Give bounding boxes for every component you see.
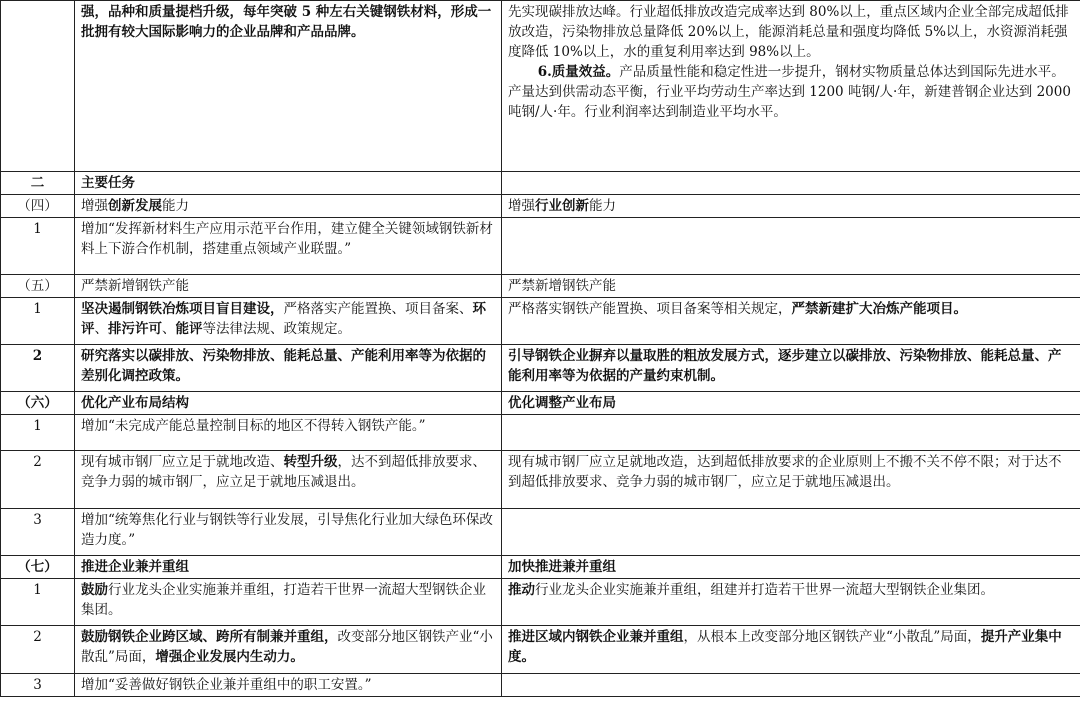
bold-text-run: 引导钢铁企业摒弃以量取胜的粗放发展方式，逐步建立以碳排放、污染物排放、能耗总量、产能利用率等为依据的产量约束机制。 (508, 348, 1062, 384)
row-number: （七） (1, 556, 75, 579)
right-paragraph-quality (508, 62, 1074, 122)
left-cell (75, 275, 502, 298)
left-cell (75, 451, 502, 509)
right-cell (502, 674, 1080, 697)
text-run: 现有城市钢厂应立足于就地改造、 (81, 454, 284, 470)
table-row (1, 509, 1080, 556)
table-row (1, 626, 1080, 674)
bold-text-run: 加快推进兼并重组 (508, 559, 616, 575)
text-run: 严禁新增钢铁产能 (81, 278, 189, 294)
text-run: 产品质量性能和稳定性进一步提升，钢材实物质量总体达到国际先进水平。产量达到供需动态平衡，行业平均劳动生产率达到 1200 吨钢/人·年，新建普钢企业达到 2000 吨钢/人·年。行业利润率达到制造业平均水平。 (508, 64, 1071, 120)
left-cell (75, 392, 502, 415)
table-row (1, 298, 1080, 345)
right-cell (502, 195, 1080, 218)
bold-text-run: 提升产业集中度。 (508, 629, 1062, 665)
table-row (1, 1, 1080, 172)
table-row (1, 275, 1080, 298)
bold-text-run: 环评 (81, 301, 486, 337)
row-number: 二 (1, 172, 75, 195)
text-run: ，从根本上改变部分地区钢铁产业“小散乱”局面， (683, 629, 981, 645)
table-row (1, 172, 1080, 195)
bold-text-run: 强，品种和质量提档升级，每年突破 5 种左右关键钢铁材料，形成一批拥有较大国际影响力的企业品牌和产品品牌。 (81, 4, 492, 40)
bold-text-run: 推进企业兼并重组 (81, 559, 189, 575)
text-run: 能力 (589, 198, 616, 214)
row-number: 2 (1, 451, 75, 509)
table-row (1, 556, 1080, 579)
right-cell (502, 1, 1080, 172)
bold-text-run: 坚决遏制钢铁冶炼项目盲目建设， (81, 301, 284, 317)
text-run: 能力 (162, 198, 189, 214)
left-cell (75, 674, 502, 697)
bold-text-run: 严禁新建扩大冶炼产能项目。 (791, 301, 967, 317)
row-number: 1 (1, 298, 75, 345)
bold-text-run: 增强企业发展内生动力。 (155, 649, 304, 665)
table-row (1, 218, 1080, 275)
left-cell (75, 509, 502, 556)
text-run: 增加“统筹焦化行业与钢铁等行业发展，引导焦化行业加大绿色环保改造力度。” (81, 512, 493, 548)
row-number: 3 (1, 674, 75, 697)
bold-text-run: 6.质量效益。 (537, 64, 620, 80)
table-row (1, 415, 1080, 451)
row-number (1, 1, 75, 172)
right-cell (502, 579, 1080, 626)
row-number: （四） (1, 195, 75, 218)
table-row (1, 674, 1080, 697)
text-run: 等法律法规、政策规定。 (202, 321, 351, 337)
text-run: 增强 (508, 198, 535, 214)
row-number: 3 (1, 509, 75, 556)
right-paragraph (508, 2, 1074, 62)
text-run: 严格落实产能置换、项目备案、 (283, 301, 473, 317)
row-number: 2 (1, 626, 75, 674)
left-cell (75, 345, 502, 392)
row-number: 1 (1, 415, 75, 451)
text-run: 增加“未完成产能总量控制目标的地区不得转入钢铁产能。” (81, 418, 426, 434)
text-run: 增加“发挥新材料生产应用示范平台作用，建立健全关键领域钢铁新材料上下游合作机制，搭建重点领域产业联盟。” (81, 221, 493, 257)
row-number: 1 (1, 579, 75, 626)
text-run: 改变部分地区钢铁产业“小散乱”局面， (81, 629, 493, 665)
right-cell (502, 275, 1080, 298)
bold-text-run: 研究落实以碳排放、污染物排放、能耗总量、产能利用率等为依据的差别化调控政策。 (81, 348, 486, 384)
left-cell (75, 556, 502, 579)
bold-text-run: 推动 (508, 582, 535, 598)
text-run: 增加“妥善做好钢铁企业兼并重组中的职工安置。” (81, 677, 372, 693)
left-cell (75, 172, 502, 195)
left-cell (75, 195, 502, 218)
bold-text-run: 创新发展 (108, 198, 162, 214)
text-run: 行业龙头企业实施兼并重组，打造若干世界一流超大型钢铁企业集团。 (81, 582, 486, 618)
left-cell (75, 218, 502, 275)
table-row (1, 345, 1080, 392)
table-body (1, 1, 1080, 697)
right-cell (502, 509, 1080, 556)
right-cell (502, 345, 1080, 392)
row-number: （五） (1, 275, 75, 298)
text-run: 增强 (81, 198, 108, 214)
bold-text-run: 推进区域内钢铁企业兼并重组 (508, 629, 684, 645)
bold-text-run: 鼓励钢铁企业跨区域、跨所有制兼并重组， (81, 629, 338, 645)
left-cell (75, 1, 502, 172)
bold-text-run: 优化产业布局结构 (81, 395, 189, 411)
bold-text-run: 优化调整产业布局 (508, 395, 616, 411)
right-cell (502, 172, 1080, 195)
bold-text-run: 主要任务 (81, 175, 135, 191)
bold-text-run: 转型升级 (283, 454, 338, 470)
right-cell (502, 298, 1080, 345)
right-cell (502, 392, 1080, 415)
left-cell (75, 298, 502, 345)
table-row (1, 451, 1080, 509)
bold-text-run: 能评 (175, 321, 203, 337)
text-run: 先实现碳排放达峰。行业超低排放改造完成率达到 80%以上，重点区域内企业全部完成超低排放改造，污染物排放总量降低 20%以上，能源消耗总量和强度均降低 5%以上，水资源消耗强度降低 10%以上，水的重复利用率达到 98%以上。 (508, 4, 1069, 60)
right-cell (502, 556, 1080, 579)
text-run: 、 (162, 321, 176, 337)
text-run: 现有城市钢厂应立足就地改造，达到超低排放要求的企业原则上不搬不关不停不限；对于达不到超低排放要求、竞争力弱的城市钢厂，应立足于就地压减退出。 (508, 454, 1062, 490)
bold-text-run: 鼓励 (81, 582, 108, 598)
table-row (1, 392, 1080, 415)
row-number: 2 (1, 345, 75, 392)
text-run: 严格落实钢铁产能置换、项目备案等相关规定， (508, 301, 792, 317)
left-cell (75, 579, 502, 626)
text-run: 行业龙头企业实施兼并重组，组建并打造若干世界一流超大型钢铁企业集团。 (535, 582, 994, 598)
row-number: （六） (1, 392, 75, 415)
left-cell (75, 415, 502, 451)
right-cell (502, 415, 1080, 451)
left-cell (75, 626, 502, 674)
right-cell (502, 218, 1080, 275)
text-run: ，达不到超低排放要求、竞争力弱的城市钢厂，应立足于就地压减退出。 (81, 454, 486, 490)
right-cell (502, 451, 1080, 509)
bold-text-run: 排污许可 (108, 321, 162, 337)
text-run: 、 (94, 321, 108, 337)
table-row (1, 195, 1080, 218)
bold-text-run: 行业创新 (535, 198, 589, 214)
text-run: 严禁新增钢铁产能 (508, 278, 616, 294)
table-row (1, 579, 1080, 626)
row-number: 1 (1, 218, 75, 275)
right-cell (502, 626, 1080, 674)
